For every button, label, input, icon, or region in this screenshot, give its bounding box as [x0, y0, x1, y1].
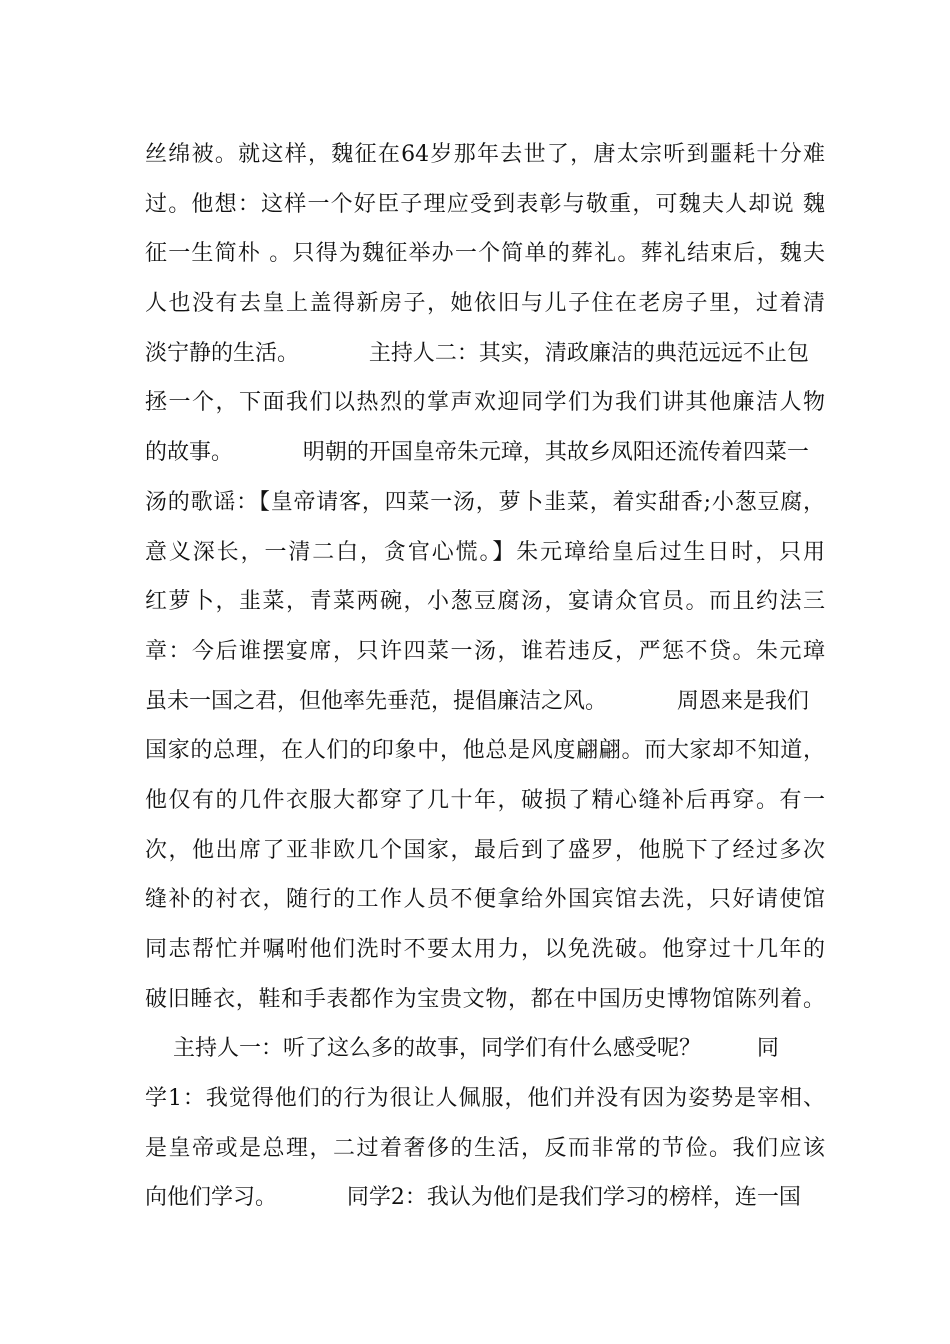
text-line: 缝补的衬衣，随行的工作人员不便拿给外国宾馆去洗，只好请使馆 [145, 887, 825, 913]
text-line: 国家的总理，在人们的印象中，他总是风度翩翩。而大家却不知道， [145, 738, 825, 764]
text-line: 破旧睡衣，鞋和手表都作为宝贵文物，都在中国历史博物馆陈列着。 [145, 986, 825, 1012]
text-line: 汤的歌谣：【皇帝请客，四菜一汤，萝卜韭菜，着实甜香;小葱豆腐， [145, 489, 825, 515]
text-line: 章：今后谁摆宴席，只许四菜一汤，谁若违反，严惩不贷。朱元璋 [145, 638, 825, 664]
text-line: 主持人一：听了这么多的故事，同学们有什么感受呢？ 同 [145, 1036, 779, 1062]
text-line: 过。他想：这样一个好臣子理应受到表彰与敬重，可魏夫人却说 魏 [145, 191, 825, 217]
text-line: 向他们学习。 同学2：我认为他们是我们学习的榜样，连一国 [145, 1185, 801, 1211]
text-line: 拯一个，下面我们以热烈的掌声欢迎同学们为我们讲其他廉洁人物 [145, 390, 825, 416]
text-line: 的故事。 明朝的开国皇帝朱元璋，其故乡凤阳还流传着四菜一 [145, 440, 809, 466]
text-line: 次，他出席了亚非欧几个国家，最后到了盛罗，他脱下了经过多次 [145, 837, 825, 863]
text-line: 丝绵被。就这样，魏征在64岁那年去世了，唐太宗听到噩耗十分难 [145, 142, 825, 167]
text-line: 他仅有的几件衣服大都穿了几十年，破损了精心缝补后再穿。有一 [145, 787, 825, 813]
text-line: 淡宁静的生活。 主持人二：其实，清政廉洁的典范远远不止包 [145, 340, 809, 366]
text-line: 是皇帝或是总理，二过着奢侈的生活，反而非常的节俭。我们应该 [145, 1135, 825, 1161]
text-line: 意义深长，一清二白，贪官心慌。】朱元璋给皇后过生日时，只用 [145, 539, 825, 565]
text-line: 红萝卜，韭菜，青菜两碗，小葱豆腐汤，宴请众官员。而且约法三 [145, 589, 825, 615]
text-line: 征一生简朴 。只得为魏征举办一个简单的葬礼。葬礼结束后，魏夫 [145, 241, 825, 267]
text-line: 人也没有去皇上盖得新房子，她依旧与儿子住在老房子里，过着清 [145, 291, 825, 317]
text-line: 虽未一国之君，但他率先垂范，提倡廉洁之风。 周恩来是我们 [145, 688, 809, 714]
body-text [145, 130, 825, 1223]
text-line: 同志帮忙并嘱咐他们洗时不要太用力，以免洗破。他穿过十几年的 [145, 937, 825, 962]
text-line: 学1：我觉得他们的行为很让人佩服，他们并没有因为姿势是宰相、 [145, 1086, 825, 1112]
